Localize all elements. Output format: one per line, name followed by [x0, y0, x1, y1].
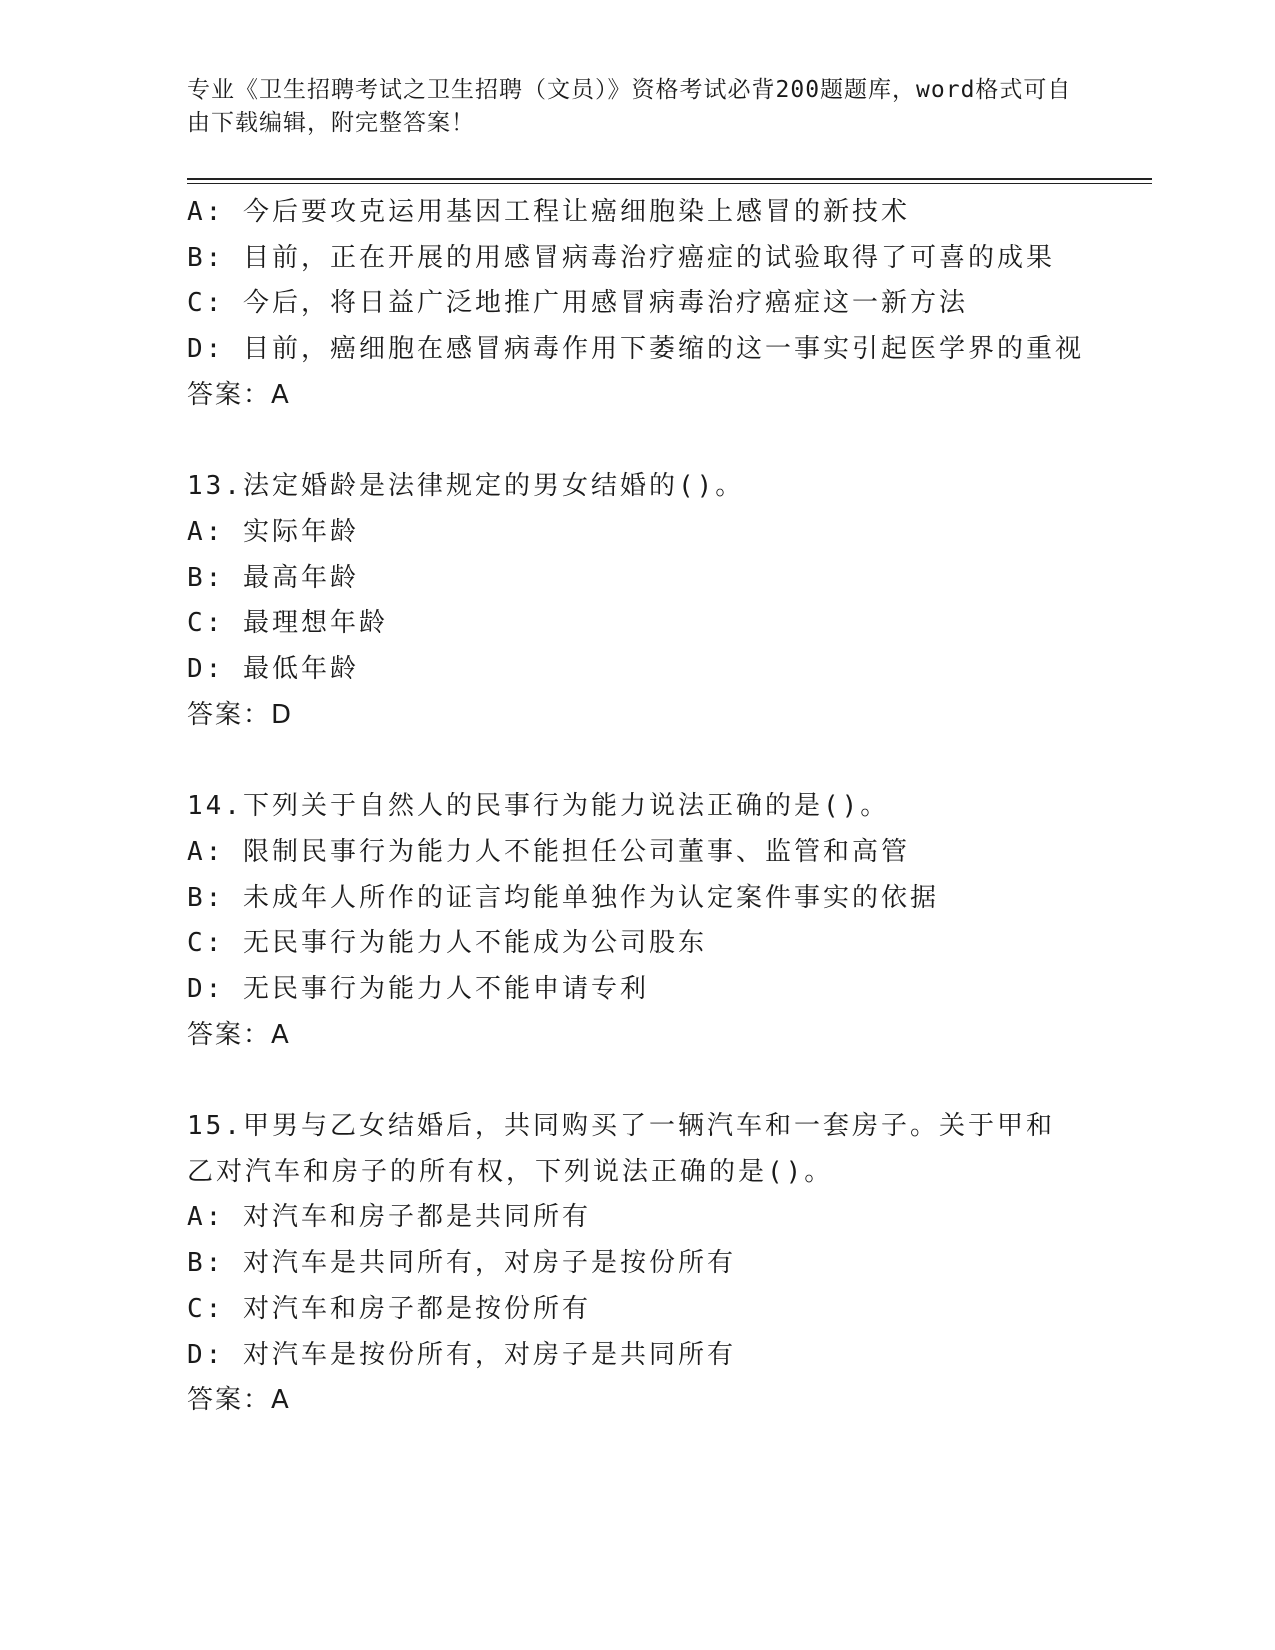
option-d: D: 对汽车是按份所有，对房子是共同所有 — [187, 1339, 736, 1370]
answer: 答案：D — [187, 699, 294, 730]
option-c: C: 对汽车和房子都是按份所有 — [187, 1293, 591, 1324]
option-c: C: 今后，将日益广泛地推广用感冒病毒治疗癌症这一新方法 — [187, 288, 968, 319]
question-14 — [187, 784, 1087, 1058]
option-a: A: 对汽车和房子都是共同所有 — [187, 1202, 591, 1233]
spacer — [187, 738, 1087, 784]
option-c: C: 最理想年龄 — [187, 608, 388, 639]
spacer — [187, 1058, 1087, 1104]
option-c: C: 无民事行为能力人不能成为公司股东 — [187, 928, 707, 959]
header-rule-thick — [187, 178, 1152, 180]
option-b: B: 最高年龄 — [187, 562, 359, 593]
answer: 答案：A — [187, 1385, 291, 1416]
option-d: D: 目前，癌细胞在感冒病毒作用下萎缩的这一事实引起医学界的重视 — [187, 334, 1084, 365]
question-13 — [187, 464, 1087, 738]
option-b: B: 目前，正在开展的用感冒病毒治疗癌症的试验取得了可喜的成果 — [187, 242, 1055, 273]
header-rule-thin — [187, 183, 1152, 184]
option-a: A: 实际年龄 — [187, 516, 359, 547]
option-a: A: 今后要攻克运用基因工程让癌细胞染上感冒的新技术 — [187, 197, 910, 227]
answer: 答案：A — [187, 1019, 291, 1050]
option-b: B: 对汽车是共同所有，对房子是按份所有 — [187, 1248, 736, 1279]
question-stem: 15.甲男与乙女结婚后，共同购买了一辆汽车和一套房子。关于甲和乙对汽车和房子的所有权，下列说法正确的是()。 — [187, 1111, 1055, 1187]
spacer — [187, 419, 1087, 465]
option-d: D: 无民事行为能力人不能申请专利 — [187, 973, 649, 1004]
answer: 答案：A — [187, 379, 291, 410]
question-12 — [187, 190, 1087, 419]
option-b: B: 未成年人所作的证言均能单独作为认定案件事实的依据 — [187, 882, 939, 913]
option-d: D: 最低年龄 — [187, 654, 359, 685]
question-15 — [187, 1104, 1087, 1424]
question-stem: 14.下列关于自然人的民事行为能力说法正确的是()。 — [187, 791, 890, 822]
document-header: 专业《卫生招聘考试之卫生招聘（文员）》资格考试必背200题题库，word格式可自由下载编辑，附完整答案！ — [187, 77, 1072, 136]
question-stem: 13.法定婚龄是法律规定的男女结婚的()。 — [187, 471, 745, 502]
option-a: A: 限制民事行为能力人不能担任公司董事、监管和高管 — [187, 836, 910, 867]
question-list — [187, 190, 1087, 1424]
